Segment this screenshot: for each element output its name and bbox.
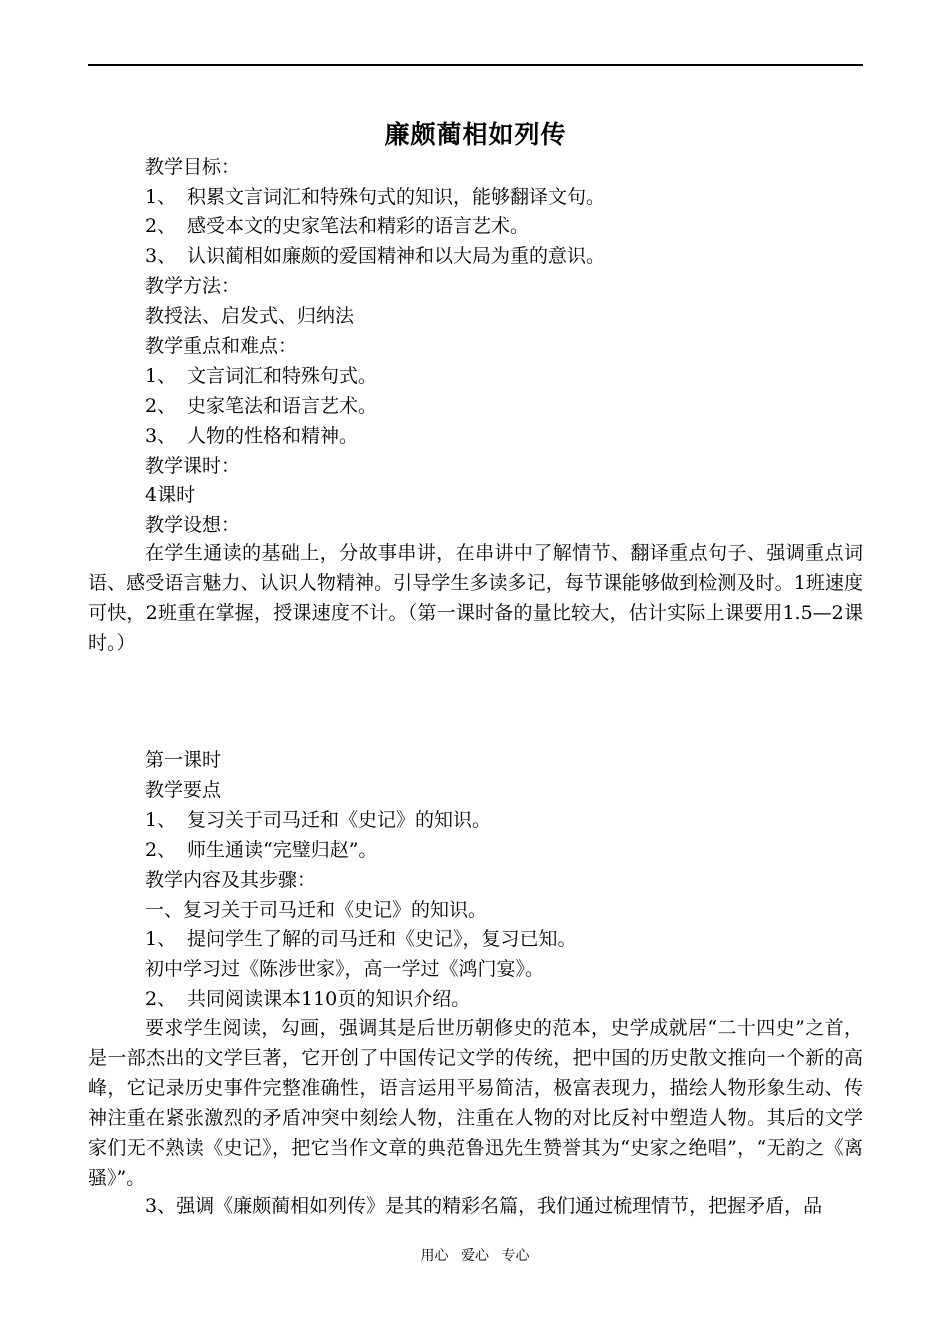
lesson1-heading: 第一课时 — [145, 749, 222, 771]
keypoint-item-3-number: 3、 — [145, 425, 177, 447]
hours-heading: 教学课时： — [145, 455, 241, 477]
plan-heading: 教学设想： — [145, 514, 241, 536]
step1-item-1-number: 1、 — [145, 928, 177, 950]
lesson1-point-1 — [145, 807, 491, 833]
plan-paragraph: 在学生通读的基础上，分故事串讲，在串讲中了解情节、翻译重点句子、强调重点词语、感受语言魅力、认识人物精神。引导学生多读多记，每节课能够做到检测及时。1班速度可快，2班重在掌握，授课速度不计。（第一课时备的量比较大，估计实际上课要用1.5—2课时。） — [88, 542, 863, 654]
lesson1-points-heading: 教学要点 — [145, 779, 222, 801]
goal-item-1 — [145, 184, 605, 210]
keypoint-item-2 — [145, 393, 377, 419]
goal-item-3-number: 3、 — [145, 245, 177, 267]
page-footer: 用心 爱心 专心 — [420, 1248, 530, 1264]
keypoint-item-1-number: 1、 — [145, 365, 177, 387]
keypoint-item-3 — [145, 423, 358, 449]
hours-text: 4课时 — [145, 484, 196, 506]
header-rule — [88, 64, 863, 66]
step1-item-1-text: 提问学生了解的司马迁和《史记》，复习已知。 — [187, 928, 577, 950]
step3-text: 3、强调《廉颇蔺相如列传》是其的精彩名篇，我们通过梳理情节，把握矛盾，品 — [145, 1195, 823, 1217]
step1-item-2-text: 共同阅读课本110页的知识介绍。 — [187, 988, 471, 1010]
keypoint-item-1 — [145, 363, 377, 389]
goal-item-1-number: 1、 — [145, 186, 177, 208]
keypoint-item-1-text: 文言词汇和特殊句式。 — [187, 365, 378, 387]
lesson1-point-2-text: 师生通读“完璧归赵”。 — [187, 839, 378, 861]
keypoint-item-2-number: 2、 — [145, 395, 177, 417]
lesson1-point-1-number: 1、 — [145, 809, 177, 831]
lesson1-point-2 — [145, 837, 377, 863]
page-title: 廉颇蔺相如列传 — [384, 120, 567, 149]
method-heading: 教学方法： — [145, 275, 241, 297]
reading-paragraph: 要求学生阅读，勾画，强调其是后世历朝修史的范本，史学成就居“二十四史”之首，是一部杰出的文学巨著，它开创了中国传记文学的传统，把中国的历史散文推向一个新的高峰，它记录历史事件完整准确性，语言运用平易简洁，极富表现力，描绘人物形象生动、传神注重在紧张激烈的矛盾冲突中刻绘人物，注重在人物的对比反衬中塑造人物。其后的文学家们无不熟读《史记》，把它当作文章的典范鲁迅先生赞誉其为“史家之绝唱”，“无韵之《离骚》”。 — [88, 1017, 863, 1189]
goal-item-2-text: 感受本文的史家笔法和精彩的语言艺术。 — [187, 215, 530, 237]
step1-heading: 一、复习关于司马迁和《史记》的知识。 — [145, 899, 488, 921]
goal-item-2 — [145, 213, 529, 239]
keypoints-heading: 教学重点和难点： — [145, 335, 298, 357]
step1-item-2 — [145, 986, 470, 1012]
keypoint-item-2-text: 史家笔法和语言艺术。 — [187, 395, 378, 417]
step1-item-1 — [145, 926, 577, 952]
step1-item-2-number: 2、 — [145, 988, 177, 1010]
goal-item-3 — [145, 243, 605, 269]
method-text: 教授法、启发式、归纳法 — [145, 305, 355, 327]
goal-item-2-number: 2、 — [145, 215, 177, 237]
goal-item-3-text: 认识蔺相如廉颇的爱国精神和以大局为重的意识。 — [187, 245, 606, 267]
keypoint-item-3-text: 人物的性格和精神。 — [187, 425, 359, 447]
lesson1-point-2-number: 2、 — [145, 839, 177, 861]
content-heading: 教学内容及其步骤： — [145, 869, 317, 891]
goal-item-1-text: 积累文言词汇和特殊句式的知识，能够翻译文句。 — [187, 186, 606, 208]
goals-heading: 教学目标： — [145, 156, 241, 178]
step1-note: 初中学习过《陈涉世家》，高一学过《鸿门宴》。 — [145, 958, 545, 980]
lesson1-point-1-text: 复习关于司马迁和《史记》的知识。 — [187, 809, 492, 831]
